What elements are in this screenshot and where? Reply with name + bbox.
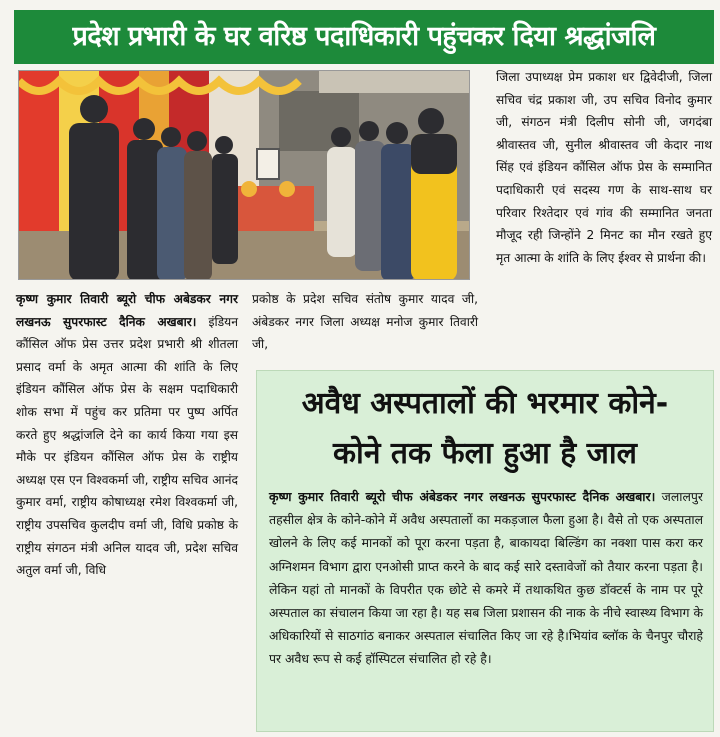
photo-icon [19, 71, 470, 280]
article1-body-right: जिला उपाध्यक्ष प्रेम प्रकाश धर द्विवेदीजी, जिला सचिव चंद्र प्रकाश जी, उप सचिव विनोद कुमार जी, संगठन मंत्री दिलीप सोनी जी, जगदंबा श्रीवास्तव जी, सुनील श्रीवास्तव जी केदार नाथ सिंह एवं इंडियन कौंसिल ऑफ प्रेस के सम्मानित पदाधिकारी एवं सदस्य गण के साथ-साथ घर परिवार रिश्तेदार एवं गांव की सम्मानित जनता मौजूद रही जिन्होंने 2 मिनट का मौन रखते हुए मृत आत्मा के शांति के लिए ईश्वर से प्रार्थना की। [496, 70, 712, 265]
article2-byline: कृष्ण कुमार तिवारी ब्यूरो चीफ अंबेडकर नगर लखनऊ सुपरफास्ट दैनिक अखबार। [269, 489, 656, 504]
article2-title-line1: अवैध अस्पतालों की भरमार कोने- [301, 386, 669, 421]
article1-byline: कृष्ण कुमार तिवारी ब्यूरो चीफ अबेडकर नगर लखनऊ सुपरफास्ट दैनिक अखबार। [16, 292, 238, 329]
article2-title [257, 379, 713, 479]
article1-left-column [16, 288, 238, 582]
news-photo [18, 70, 470, 280]
article2-title-line2: कोने तक फैला हुआ है जाल [333, 436, 637, 471]
article1-body-mid: प्रकोष्ठ के प्रदेश सचिव संतोष कुमार यादव जी, अंबेडकर नगर जिला अध्यक्ष मनोज कुमार तिवारी जी, [252, 292, 478, 352]
article2-text: जलालपुर तहसील क्षेत्र के कोने-कोने में अवैध अस्पतालों का मकड़जाल फैला हुआ है। वैसे तो एक अस्पताल खोलने के लिए कई मानकों को पूरा करना पड़ता है, बाकायदा बिल्डिंग का नक्शा पास करा कर अग्निशमन विभाग द्वारा एनओसी प्राप्त करने के बाद कई सारे दस्तावेजों को तैयार करना पड़ता है। लेकिन यहां तो मानकों के विपरीत एक छोटे से कमरे में तथाकथित कुछ डॉक्टर्स के नाम पर पूरे अस्पताल का संचालन किया जा रहा है। यह सब जिला प्रशासन की नाक के नीचे स्वास्थ्य विभाग के अधिकारियों से साठगांठ बनाकर अस्पताल संचालित किए जा रहे है।भियांव ब्लॉक के चैनपुर चौराहे पर अवैध रूप से कई हॉस्पिटल संचालित हो रहे है। [269, 489, 703, 667]
article1-mid-column [252, 288, 478, 356]
headline: प्रदेश प्रभारी के घर वरिष्ठ पदाधिकारी पहुंचकर दिया श्रद्धांजलि [14, 10, 714, 64]
article2-box [256, 370, 714, 732]
article1-body-left: इंडियन कौंसिल ऑफ प्रेस उत्तर प्रदेश प्रभारी श्री शीतला प्रसाद वर्मा के अमृत आत्मा की शांति के लिए इंडियन कौंसिल ऑफ प्रेस के सक्षम पदाधिकारी शोक सभा में पहुंच कर प्रतिमा पर पुष्प अर्पित करते हुए श्रद्धांजलि देने का कार्य किया गया इस मौके पर इंडियन कौंसिल ऑफ प्रेस के राष्ट्रीय अध्यक्ष एस एन विश्वकर्मा जी, राष्ट्रीय सचिव आनंद कुमार वर्मा, राष्ट्रीय कोषाध्यक्ष रमेश विश्वकर्मा जी, राष्ट्रीय उपसचिव कुलदीप वर्मा जी, विधि प्रकोष्ठ के राष्ट्रीय संगठन मंत्री अनिल यादव जी, प्रदेश सचिव अतुल वर्मा जी, विधि [16, 314, 238, 578]
article2-body [257, 479, 713, 671]
article1-right-column [496, 66, 712, 269]
